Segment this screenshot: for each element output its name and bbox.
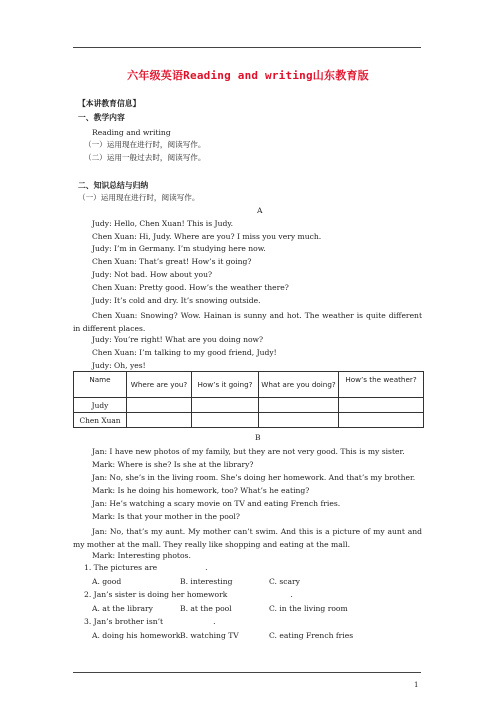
- question-text: 3. Jan’s brother isn’t: [84, 617, 164, 626]
- question-text: 1. The pictures are: [84, 563, 158, 572]
- table-cell: [339, 398, 424, 413]
- table-header-cell: How’s the weather?: [339, 372, 424, 398]
- table-cell: [259, 413, 339, 428]
- option: A. doing his homework: [92, 631, 181, 640]
- dialog-b-line: Mark: Where is she? Is she at the library?: [92, 460, 254, 469]
- dialog-a-line: Chen Xuan: Pretty good. How’s the weather there?: [92, 283, 289, 292]
- question-text: 2. Jan’s sister is doing her homework: [84, 590, 228, 599]
- dialog-b-line: Mark: Is he doing his homework, too? What’s he eating?: [92, 486, 310, 495]
- dialog-b-line: Jan: I have new photos of my family, but they are not very good. This is my sister.: [92, 447, 405, 456]
- dialog-b-line: Mark: Is that your mother in the pool?: [92, 512, 240, 521]
- top-rule: [73, 47, 421, 48]
- dialog-a-line: Judy: Hello, Chen Xuan! This is Judy.: [92, 219, 234, 228]
- section-2-heading: 二、知识总结与归纳: [78, 181, 149, 190]
- option: B. at the pool: [180, 604, 232, 613]
- option: A. good: [92, 577, 122, 586]
- table-header-cell: Name: [74, 372, 127, 398]
- table-cell: [127, 398, 192, 413]
- question-2: [84, 590, 293, 600]
- option: C. eating French fries: [269, 631, 354, 640]
- part-a-label: A: [257, 206, 263, 215]
- sec1-line-1: Reading and writing: [92, 128, 171, 137]
- option: C. in the living room: [269, 604, 348, 613]
- table-header-row: [74, 372, 424, 398]
- table-row-name: Judy: [74, 398, 127, 413]
- dialog-b-line: Jan: He’s watching a scary movie on TV and eating French fries.: [92, 499, 341, 508]
- table-row-name: Chen Xuan: [74, 413, 127, 428]
- table-header-cell: Where are you?: [127, 372, 192, 398]
- dialog-a-line: Chen Xuan: I’m talking to my good friend, Judy!: [92, 348, 277, 357]
- part-b-label: B: [255, 433, 261, 442]
- dialog-a-line: Judy: Not bad. How about you?: [92, 270, 213, 279]
- info-header: 【本讲教育信息】: [78, 99, 141, 108]
- dialog-a-line: Chen Xuan: That’s great! How’s it going?: [92, 257, 252, 266]
- table-header-cell: How’s it going?: [192, 372, 259, 398]
- info-table: [73, 371, 424, 428]
- option: A. at the library: [92, 604, 153, 613]
- option: C. scary: [269, 577, 300, 586]
- dialog-b-line: Mark: Interesting photos.: [92, 551, 191, 560]
- option: B. interesting: [180, 577, 233, 586]
- question-tail: .: [213, 617, 216, 626]
- sec2-sub: （一）运用现在进行时，阅读写作。: [78, 193, 200, 202]
- table-row: [74, 413, 424, 428]
- sec1-line-2: （一）运用现在进行时，阅读写作。: [84, 140, 206, 149]
- page-title: 六年级英语Reading and writing山东教育版: [127, 69, 369, 82]
- question-3: [84, 617, 216, 627]
- table-row: [74, 398, 424, 413]
- section-1-heading: 一、教学内容: [78, 113, 125, 122]
- question-1: [84, 563, 208, 573]
- dialog-a-line: Judy: You’re right! What are you doing now?: [92, 335, 264, 344]
- sec1-line-3: （二）运用一般过去时，阅读写作。: [84, 153, 206, 162]
- dialog-a-line: Judy: It’s cold and dry. It’s snowing outside.: [92, 296, 261, 305]
- table-cell: [192, 398, 259, 413]
- table-header-cell: What are you doing?: [259, 372, 339, 398]
- dialog-a-paragraph: Chen Xuan: Snowing? Wow. Hainan is sunny and hot. The weather is quite different in different places.: [73, 311, 422, 333]
- table-cell: [259, 398, 339, 413]
- bottom-rule: [73, 672, 421, 673]
- table-cell: [127, 413, 192, 428]
- table-cell: [192, 413, 259, 428]
- dialog-b-paragraph: Jan: No, that’s my aunt. My mother can’t swim. And this is a picture of my aunt and my mother at the mall. They really like shopping and eating at the mall.: [73, 527, 422, 549]
- dialog-b-line: Jan: No, she’s in the living room. She’s doing her homework. And that’s my brother.: [92, 473, 416, 482]
- dialog-a-line: Judy: I’m in Germany. I’m studying here now.: [92, 244, 266, 253]
- table-cell: [339, 413, 424, 428]
- page-number: 1: [414, 681, 419, 689]
- question-tail: .: [290, 590, 293, 599]
- question-tail: .: [205, 563, 208, 572]
- dialog-a-line: Judy: Oh, yes!: [92, 361, 146, 370]
- option: B. watching TV: [180, 631, 239, 640]
- dialog-a-line: Chen Xuan: Hi, Judy. Where are you? I miss you very much.: [92, 232, 322, 241]
